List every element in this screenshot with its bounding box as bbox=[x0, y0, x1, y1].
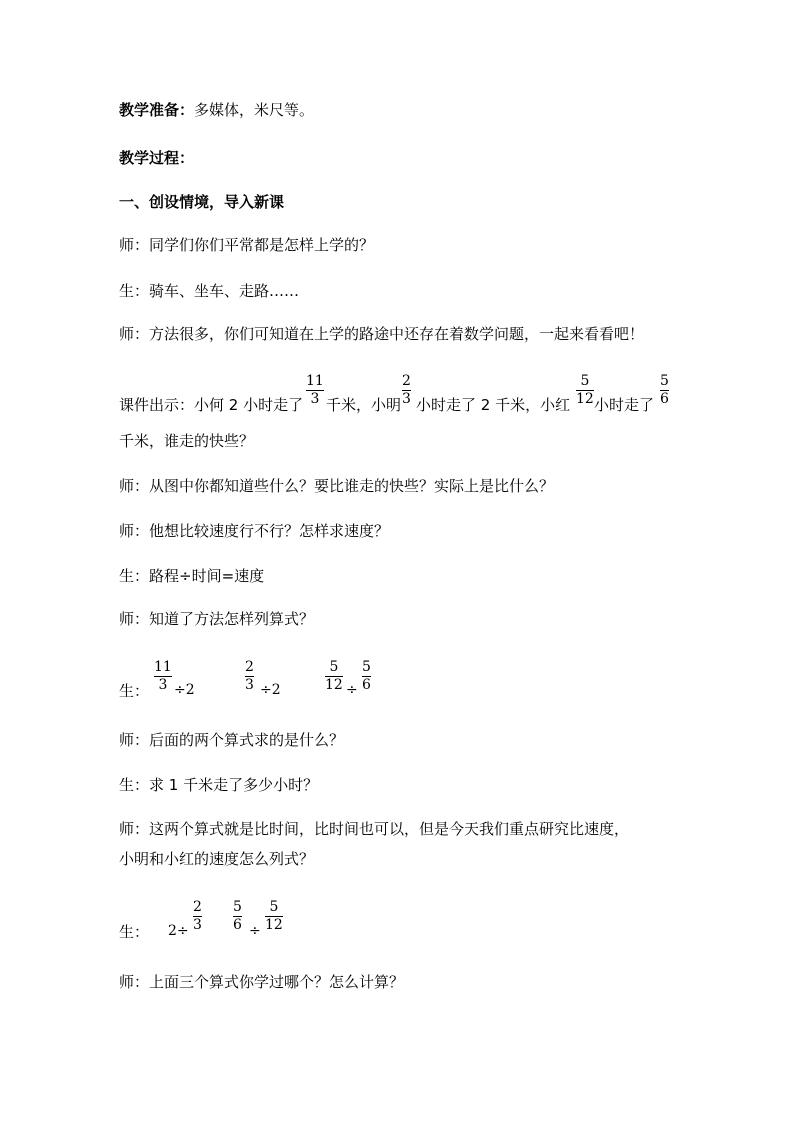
fraction bbox=[233, 899, 242, 934]
student-label: 生： bbox=[119, 923, 150, 941]
fraction-denominator: 12 bbox=[265, 917, 283, 933]
dialogue-line: 师：方法很多，你们可知道在上学的路途中还存在着数学问题，一起来看看吧！ bbox=[119, 325, 645, 343]
fraction bbox=[306, 373, 324, 408]
dialogue-line: 生：求 1 千米走了多少小时？ bbox=[119, 776, 319, 794]
fraction-numerator: 5 bbox=[580, 373, 590, 389]
fraction bbox=[245, 659, 254, 694]
operator: ÷2 bbox=[174, 682, 195, 698]
dialogue-line: 小明和小红的速度怎么列式？ bbox=[119, 850, 315, 868]
prep-label: 教学准备： bbox=[119, 101, 195, 119]
fraction-numerator: 11 bbox=[306, 373, 324, 389]
fraction-denominator: 6 bbox=[660, 391, 669, 407]
prep-text: 多媒体，米尺等。 bbox=[194, 101, 315, 119]
fraction bbox=[325, 659, 343, 694]
operator: ÷2 bbox=[260, 682, 281, 698]
dialogue-line: 师：同学们你们平常都是怎样上学的？ bbox=[119, 236, 375, 254]
dialogue-line: 师：他想比较速度行不行？怎样求速度？ bbox=[119, 522, 390, 540]
fraction bbox=[576, 373, 594, 408]
fraction-denominator: 6 bbox=[362, 677, 371, 693]
fraction-denominator: 3 bbox=[158, 677, 168, 693]
dialogue-line: 师：从图中你都知道些什么？要比谁走的快些？实际上是比什么？ bbox=[119, 477, 555, 495]
fraction-numerator: 2 bbox=[245, 659, 254, 675]
fraction-numerator: 2 bbox=[193, 899, 202, 915]
problem-text: 小时走了 2 千米，小红 bbox=[416, 396, 571, 414]
fraction bbox=[265, 899, 283, 934]
student-label: 生： bbox=[119, 682, 150, 700]
fraction-denominator: 3 bbox=[245, 677, 254, 693]
fraction-numerator: 5 bbox=[660, 373, 669, 389]
dialogue-line: 师：后面的两个算式求的是什么？ bbox=[119, 731, 345, 749]
fraction bbox=[362, 659, 371, 694]
fraction-denominator: 3 bbox=[402, 391, 411, 407]
fraction-denominator: 12 bbox=[325, 677, 343, 693]
operator: 2÷ bbox=[168, 923, 189, 939]
fraction-numerator: 5 bbox=[269, 899, 279, 915]
operator: ÷ bbox=[249, 923, 261, 939]
fraction-numerator: 5 bbox=[233, 899, 242, 915]
fraction bbox=[154, 659, 172, 694]
fraction-numerator: 5 bbox=[362, 659, 371, 675]
prep-line bbox=[119, 96, 314, 124]
fraction-denominator: 6 bbox=[233, 917, 242, 933]
fraction-denominator: 3 bbox=[193, 917, 202, 933]
fraction-denominator: 12 bbox=[576, 391, 594, 407]
fraction bbox=[660, 373, 669, 408]
dialogue-line: 师：知道了方法怎样列算式？ bbox=[119, 610, 315, 628]
problem-text: 课件出示：小何 2 小时走了 bbox=[119, 396, 304, 414]
fraction bbox=[402, 373, 411, 408]
problem-text: 千米，小明 bbox=[326, 396, 402, 414]
dialogue-line: 师：这两个算式就是比时间，比时间也可以，但是今天我们重点研究比速度， bbox=[119, 820, 630, 838]
problem-text: 小时走了 bbox=[594, 396, 655, 414]
dialogue-line: 生：路程÷时间=速度 bbox=[119, 567, 265, 585]
fraction-numerator: 5 bbox=[329, 659, 339, 675]
process-label: 教学过程： bbox=[119, 149, 195, 167]
fraction bbox=[193, 899, 202, 934]
fraction-denominator: 3 bbox=[310, 391, 320, 407]
fraction-numerator: 11 bbox=[154, 659, 172, 675]
section-heading: 一、创设情境，导入新课 bbox=[119, 193, 285, 211]
fraction-numerator: 2 bbox=[402, 373, 411, 389]
problem-text: 千米，谁走的快些？ bbox=[119, 432, 255, 450]
dialogue-line: 生：骑车、坐车、走路…… bbox=[119, 282, 300, 300]
operator: ÷ bbox=[346, 682, 358, 698]
dialogue-line: 师：上面三个算式你学过哪个？怎么计算？ bbox=[119, 973, 405, 991]
